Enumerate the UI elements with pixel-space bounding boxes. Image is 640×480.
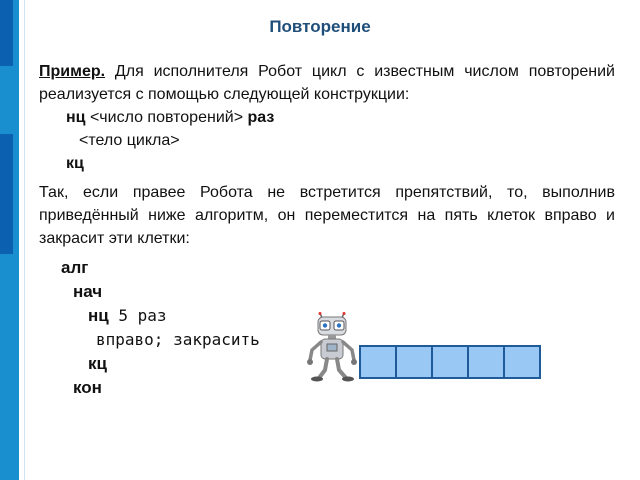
algorithm-kon: кон	[73, 378, 102, 397]
construct-count: <число повторений>	[85, 109, 248, 126]
intro-paragraph	[39, 60, 615, 106]
algorithm-loop-header	[88, 304, 167, 328]
construct-body: <тело цикла>	[79, 132, 180, 149]
algorithm-body: вправо; закрасить	[96, 330, 260, 349]
painted-cell	[397, 347, 433, 377]
construct-raz-keyword: раз	[247, 109, 275, 126]
painted-cell	[433, 347, 469, 377]
construct-nc-keyword: нц	[66, 109, 86, 126]
example-label: Пример.	[39, 63, 106, 80]
algorithm-nach: нач	[73, 282, 103, 301]
left-divider-line	[24, 0, 25, 480]
construct-line-1	[66, 107, 274, 129]
robot-icon	[306, 312, 358, 382]
explanation-paragraph: Так, если правее Робота не встретится препятствий, то, выполнив приведённый ниже алгоритм, он переместится на пять клеток вправо и закрасит эти клетки:	[39, 184, 615, 247]
painted-cell	[469, 347, 505, 377]
painted-cell	[361, 347, 397, 377]
algorithm-nc-keyword: нц	[88, 306, 109, 325]
algorithm-kc: кц	[88, 354, 107, 373]
left-accent-block-middle	[0, 134, 13, 254]
painted-cell	[505, 347, 539, 377]
slide-title: Повторение	[269, 17, 371, 36]
construct-kc-keyword: кц	[66, 155, 84, 172]
intro-text: Для исполнителя Робот цикл с известным числом повторений реализуется с помощью следующей конструкции:	[39, 63, 615, 103]
painted-cells-grid	[359, 345, 541, 379]
algorithm-times: 5 раз	[108, 306, 167, 325]
algorithm-alg: алг	[61, 258, 89, 277]
